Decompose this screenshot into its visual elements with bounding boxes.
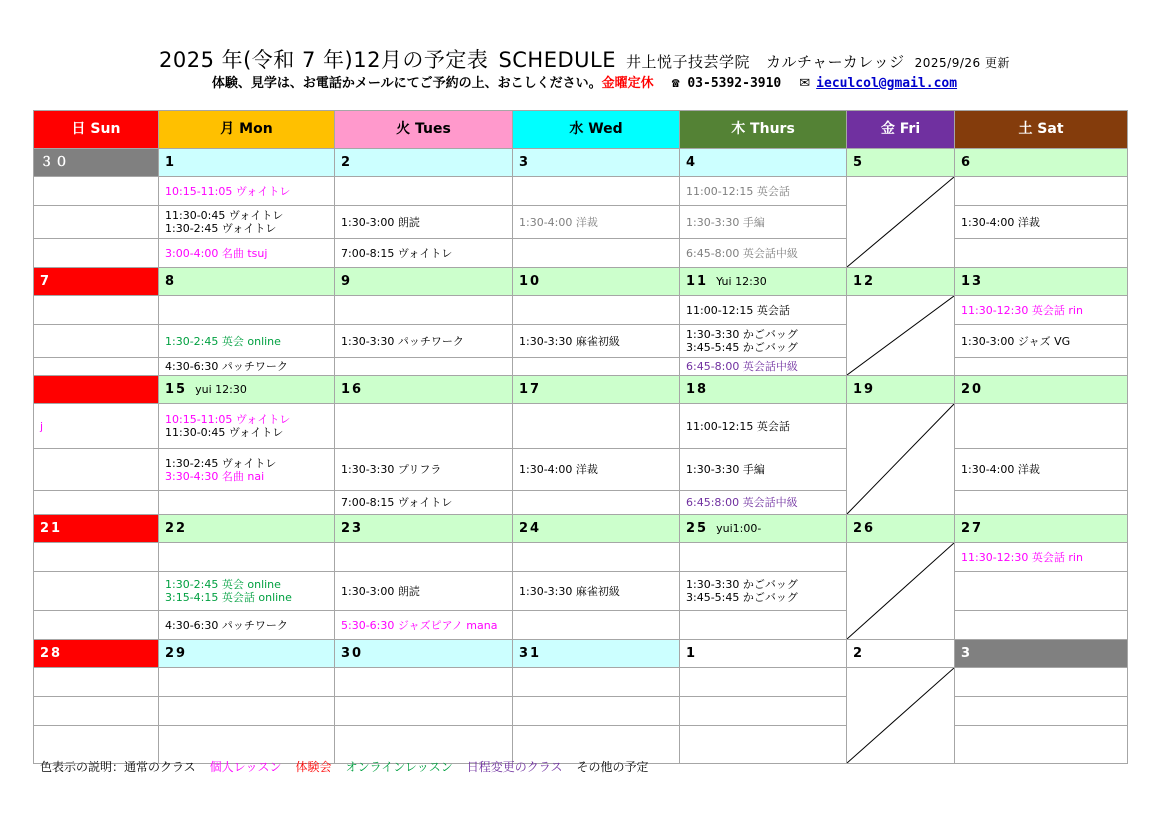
date-cell [34, 515, 159, 543]
schedule-cell [159, 358, 335, 376]
schedule-cell [159, 572, 335, 611]
day-header-wed: 水 Wed [513, 111, 680, 149]
schedule-cell [335, 206, 513, 239]
class-entry: 3:45-5:45 かごバッグ [686, 341, 798, 354]
class-entry: 3:45-5:45 かごバッグ [686, 591, 798, 604]
schedule-cell [159, 296, 335, 325]
date-number: 20 [961, 382, 984, 397]
date-cell [335, 640, 513, 668]
date-number: 15 [165, 382, 188, 397]
schedule-cell [513, 296, 680, 325]
schedule-cell [513, 449, 680, 491]
day-header-tue: 火 Tues [335, 111, 513, 149]
date-cell [680, 149, 847, 177]
class-entry: 5:30-6:30 ジャズピアノ mana [341, 618, 498, 632]
schedule-cell [513, 404, 680, 449]
friday-closed-cell [847, 404, 955, 515]
contact-line [0, 72, 1169, 91]
date-cell [513, 268, 680, 296]
color-legend [40, 758, 662, 775]
date-note: yui 12:30 [195, 383, 247, 396]
legend-item: 色表示の説明：通常のクラス [40, 760, 196, 774]
schedule-cell [34, 296, 159, 325]
schedule-cell [159, 404, 335, 449]
schedule-cell [335, 296, 513, 325]
schedule-cell [680, 239, 847, 268]
schedule-cell [955, 239, 1128, 268]
schedule-cell [159, 449, 335, 491]
legend-item: 体験会 [295, 760, 332, 774]
date-cell [513, 640, 680, 668]
schedule-cell [513, 611, 680, 640]
schedule-cell [335, 325, 513, 358]
date-cell [335, 149, 513, 177]
date-cell [159, 515, 335, 543]
class-entry: 1:30-4:00 洋裁 [961, 463, 1040, 476]
class-entry: 1:30-4:00 洋裁 [961, 215, 1040, 229]
schedule-cell [955, 325, 1128, 358]
schedule-cell [955, 491, 1128, 515]
date-number: 3 [519, 155, 531, 170]
class-entry: 11:30-12:30 英会話 rin [961, 550, 1083, 564]
date-cell [955, 640, 1128, 668]
date-cell [847, 268, 955, 296]
date-cell [955, 268, 1128, 296]
date-number: 13 [961, 274, 984, 289]
schedule-cell [513, 668, 680, 697]
schedule-cell [34, 697, 159, 726]
class-entry: 6:45-8:00 英会話中級 [686, 246, 798, 260]
schedule-cell [34, 449, 159, 491]
date-number: 11 [686, 274, 709, 289]
schedule-cell [159, 611, 335, 640]
date-number: 9 [341, 274, 353, 289]
date-cell [513, 149, 680, 177]
date-cell [847, 376, 955, 404]
schedule-cell [680, 325, 847, 358]
date-cell [847, 515, 955, 543]
class-entry: 11:00-12:15 英会話 [686, 303, 790, 317]
schedule-cell [680, 296, 847, 325]
schedule-cell [680, 206, 847, 239]
schedule-cell [680, 543, 847, 572]
class-entry: 1:30-3:00 ジャズ VG [961, 334, 1071, 348]
updated-date: 2025/9/26 更新 [914, 56, 1010, 70]
diagonal-strike [847, 404, 954, 514]
date-number: 3 [961, 646, 973, 661]
schedule-cell [513, 177, 680, 206]
schedule-cell [955, 572, 1128, 611]
college-name: カルチャーカレッジ [766, 53, 905, 71]
class-entry: 1:30-4:00 洋裁 [519, 215, 598, 229]
class-entry: 1:30-3:30 麻雀初級 [519, 584, 620, 598]
email-link[interactable]: ieculcol@gmail.com [816, 76, 958, 91]
schedule-cell [34, 543, 159, 572]
date-number: 31 [519, 646, 542, 661]
date-cell [680, 268, 847, 296]
date-number: 19 [853, 382, 876, 397]
class-entry: 1:30-2:45 英会 online [165, 578, 281, 591]
class-entry: 1:30-2:45 英会 online [165, 334, 281, 348]
schedule-cell [34, 668, 159, 697]
date-cell [955, 376, 1128, 404]
schedule-cell [680, 358, 847, 376]
class-entry: 6:45-8:00 英会話中級 [686, 360, 798, 373]
schedule-cell [335, 543, 513, 572]
class-entry: 1:30-3:30 手編 [686, 215, 765, 229]
schedule-cell [513, 697, 680, 726]
class-entry: 11:30-0:45 ヴォイトレ [165, 209, 284, 222]
date-number: 10 [519, 274, 542, 289]
date-cell [955, 515, 1128, 543]
class-entry: 1:30-3:30 かごバッグ [686, 328, 798, 341]
day-header-sat: 土 Sat [955, 111, 1128, 149]
schedule-cell [680, 697, 847, 726]
diagonal-strike [847, 543, 954, 639]
date-number: 7 [40, 274, 52, 289]
date-number: 1 [686, 646, 698, 661]
schedule-cell [335, 668, 513, 697]
date-number: 4 [686, 155, 698, 170]
schedule-cell [34, 358, 159, 376]
date-number: 22 [165, 521, 188, 536]
class-entry: 1:30-3:00 朗読 [341, 215, 420, 229]
date-cell [680, 640, 847, 668]
date-cell [335, 268, 513, 296]
title-text: 2025 年(令和 7 年)12月の予定表 [159, 48, 489, 72]
schedule-cell [680, 726, 847, 764]
date-note: Yui 12:30 [716, 275, 767, 288]
schedule-cell [680, 668, 847, 697]
schedule-cell [955, 404, 1128, 449]
schedule-cell [513, 358, 680, 376]
class-entry: 4:30-6:30 パッチワーク [165, 618, 288, 632]
date-cell [513, 515, 680, 543]
schedule-cell [955, 449, 1128, 491]
date-number: 17 [519, 382, 542, 397]
schedule-cell [159, 239, 335, 268]
date-cell [159, 268, 335, 296]
date-number: 1 [165, 155, 177, 170]
class-entry: 1:30-3:00 朗読 [341, 584, 420, 598]
class-entry: 1:30-3:30 かごバッグ [686, 578, 798, 591]
date-number: 27 [961, 521, 984, 536]
schedule-cell [335, 358, 513, 376]
diagonal-strike [847, 177, 954, 267]
day-header-thu: 木 Thurs [680, 111, 847, 149]
schedule-cell [955, 697, 1128, 726]
class-entry: 3:30-4:30 名曲 nai [165, 469, 265, 483]
schedule-cell [159, 491, 335, 515]
schedule-cell [955, 296, 1128, 325]
schedule-cell [680, 572, 847, 611]
day-header-mon: 月 Mon [159, 111, 335, 149]
schedule-cell [335, 177, 513, 206]
date-number: 21 [40, 521, 63, 536]
legend-item: 日程変更のクラス [466, 760, 563, 774]
date-number: 28 [40, 646, 63, 661]
closed-day: 金曜定休 [601, 76, 654, 91]
class-entry: 7:00-8:15 ヴォイトレ [341, 496, 453, 509]
friday-closed-cell [847, 668, 955, 764]
schedule-cell [34, 404, 159, 449]
date-number: 5 [853, 155, 865, 170]
schedule-cell [335, 491, 513, 515]
phone-icon: ☎ [671, 76, 680, 91]
date-number: 2 [341, 155, 353, 170]
date-cell [159, 149, 335, 177]
date-note: yui1:00- [716, 522, 762, 535]
date-number: 16 [341, 382, 364, 397]
schedule-cell [955, 177, 1128, 206]
schedule-cell [513, 543, 680, 572]
schedule-cell [513, 206, 680, 239]
date-cell [513, 376, 680, 404]
date-cell [34, 376, 159, 404]
schedule-cell [34, 325, 159, 358]
diagonal-strike [847, 296, 954, 375]
schedule-cell [159, 543, 335, 572]
date-number: ３０ [40, 155, 71, 170]
schedule-cell [513, 239, 680, 268]
schedule-cell [513, 325, 680, 358]
schedule-cell [34, 239, 159, 268]
calendar-table [33, 110, 1128, 764]
schedule-cell [159, 177, 335, 206]
schedule-cell [680, 611, 847, 640]
class-entry: j [40, 419, 44, 433]
date-number: 26 [853, 521, 876, 536]
date-number: 23 [341, 521, 364, 536]
date-cell [335, 515, 513, 543]
date-cell [680, 515, 847, 543]
diagonal-strike [847, 668, 954, 763]
date-number: 18 [686, 382, 709, 397]
class-entry: 4:30-6:30 パッチワーク [165, 360, 288, 373]
date-number: 6 [961, 155, 973, 170]
class-entry: 1:30-3:30 手編 [686, 463, 765, 476]
friday-closed-cell [847, 296, 955, 376]
schedule-cell [159, 325, 335, 358]
date-cell [955, 149, 1128, 177]
date-number: 8 [165, 274, 177, 289]
schedule-cell [955, 668, 1128, 697]
date-number: 24 [519, 521, 542, 536]
class-entry: 6:45:8:00 英会話中級 [686, 496, 798, 509]
date-number: 30 [341, 646, 364, 661]
class-entry: 1:30-2:45 ヴォイトレ [165, 222, 277, 235]
schedule-cell [680, 491, 847, 515]
schedule-cell [680, 177, 847, 206]
schedule-cell [680, 449, 847, 491]
date-cell [34, 149, 159, 177]
schedule-cell [34, 206, 159, 239]
legend-item: 個人レッスン [209, 760, 282, 774]
class-entry: 10:15-11:05 ヴォイトレ [165, 184, 291, 198]
class-entry: 10:15-11:05 ヴォイトレ [165, 413, 291, 426]
school-name: 井上悦子技芸学院 [626, 53, 751, 71]
class-entry: 7:00-8:15 ヴォイトレ [341, 246, 453, 260]
schedule-cell [335, 572, 513, 611]
schedule-cell [335, 449, 513, 491]
class-entry: 1:30-3:30 プリフラ [341, 463, 442, 476]
class-entry: 11:00-12:15 英会話 [686, 419, 790, 433]
schedule-cell [955, 358, 1128, 376]
schedule-cell [335, 611, 513, 640]
schedule-cell [680, 404, 847, 449]
class-entry: 11:30-12:30 英会話 rin [961, 303, 1083, 317]
legend-item: その他の予定 [576, 760, 649, 774]
date-number: 29 [165, 646, 188, 661]
schedule-cell [34, 177, 159, 206]
schedule-cell [513, 572, 680, 611]
schedule-cell [335, 404, 513, 449]
date-cell [159, 376, 335, 404]
class-entry: 3:15-4:15 英会話 online [165, 591, 292, 604]
class-entry: 1:30-3:30 麻雀初級 [519, 334, 620, 348]
date-number: 12 [853, 274, 876, 289]
schedule-cell [159, 697, 335, 726]
schedule-cell [955, 543, 1128, 572]
date-cell [847, 640, 955, 668]
class-entry: 11:30-0:45 ヴォイトレ [165, 426, 284, 439]
friday-closed-cell [847, 177, 955, 268]
schedule-cell [513, 491, 680, 515]
date-cell [34, 268, 159, 296]
class-entry: 1:30-4:00 洋裁 [519, 463, 598, 476]
schedule-label: SCHEDULE [498, 48, 616, 72]
phone-number: 03-5392-3910 [687, 76, 782, 91]
day-header-fri: 金 Fri [847, 111, 955, 149]
friday-closed-cell [847, 543, 955, 640]
schedule-cell [335, 239, 513, 268]
date-number: 25 [686, 521, 709, 536]
day-header-sun: 日 Sun [34, 111, 159, 149]
schedule-cell [34, 611, 159, 640]
class-entry: 3:00-4:00 名曲 tsuj [165, 246, 268, 260]
schedule-cell [955, 611, 1128, 640]
date-cell [847, 149, 955, 177]
date-number: 2 [853, 646, 865, 661]
page-title [0, 44, 1169, 74]
mail-icon: ✉ [799, 76, 811, 91]
date-cell [34, 640, 159, 668]
schedule-cell [335, 697, 513, 726]
date-cell [159, 640, 335, 668]
legend-item: オンラインレッスン [345, 760, 453, 774]
date-cell [335, 376, 513, 404]
class-entry: 1:30-2:45 ヴォイトレ [165, 456, 277, 470]
schedule-cell [34, 491, 159, 515]
date-cell [680, 376, 847, 404]
schedule-cell [34, 572, 159, 611]
notice-text: 体験、見学は、お電話かメールにてご予約の上、おこしください。 [211, 76, 602, 91]
schedule-cell [159, 668, 335, 697]
class-entry: 1:30-3:30 パッチワーク [341, 334, 464, 348]
class-entry: 11:00-12:15 英会話 [686, 184, 790, 198]
schedule-cell [159, 206, 335, 239]
schedule-cell [955, 206, 1128, 239]
schedule-cell [955, 726, 1128, 764]
